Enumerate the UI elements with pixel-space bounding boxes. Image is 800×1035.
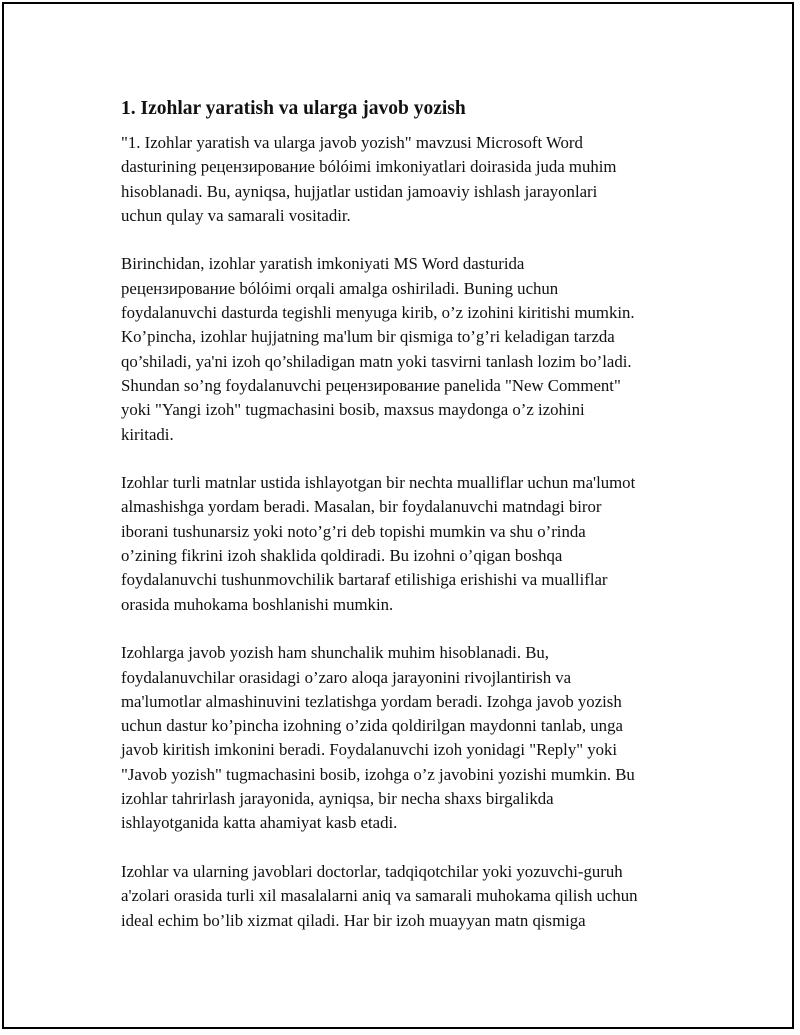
paragraph-line: javob kiritish imkonini beradi. Foydalanuvchi izoh yonidagi "Reply" yoki bbox=[121, 740, 618, 760]
page-frame bbox=[2, 2, 794, 1029]
paragraph-line: Ko’pincha, izohlar hujjatning ma'lum bir qismiga to’g’ri keladigan tarzda bbox=[121, 327, 615, 347]
document-body bbox=[121, 96, 701, 957]
paragraph-line: "1. Izohlar yaratish va ularga javob yozish" mavzusi Microsoft Word bbox=[121, 133, 583, 152]
paragraph-line: Birinchidan, izohlar yaratish imkoniyati MS Word dasturida bbox=[121, 254, 525, 274]
paragraph-line: dasturining рецензирование bólóimi imkoniyatlari doirasida juda muhim bbox=[121, 157, 617, 177]
paragraph-line: "Javob yozish" tugmachasini bosib, izohga o’z javobini yozishi mumkin. Bu bbox=[121, 764, 635, 784]
paragraph bbox=[121, 641, 701, 835]
paragraph-line: uchun dastur ko’pincha izohning o’zida qoldirilgan maydonni tanlab, unga bbox=[121, 716, 623, 736]
paragraph bbox=[121, 860, 701, 933]
paragraph-line: Izohlarga javob yozish ham shunchalik muhim hisoblanadi. Bu, bbox=[121, 643, 550, 663]
paragraph-line: Shundan so’ng foydalanuvchi рецензирование panelida "New Comment" bbox=[121, 375, 621, 395]
paragraph-line: a'zolari orasida turli xil masalalarni aniq va samarali muhokama qilish uchun bbox=[121, 886, 638, 906]
paragraph bbox=[121, 252, 701, 446]
paragraph-line: o’zining fikrini izoh shaklida qoldiradi. Bu izohni o’qigan boshqa bbox=[121, 546, 563, 566]
paragraph-line: Izohlar va ularning javoblari doctorlar, tadqiqotchilar yoki yozuvchi-guruh bbox=[121, 861, 623, 881]
paragraph-line: iborani tushunarsiz yoki noto’g’ri deb topishi mumkin va shu o’rinda bbox=[121, 521, 586, 541]
paragraph-line: Izohlar turli matnlar ustida ishlayotgan bir nechta mualliflar uchun ma'lumot bbox=[121, 473, 636, 493]
paragraph-line: рецензирование bólóimi orqali amalga oshiriladi. Buning uchun bbox=[121, 278, 559, 298]
paragraph-line: ma'lumotlar almashinuvini tezlatishga yordam beradi. Izohga javob yozish bbox=[121, 691, 622, 711]
paragraph bbox=[121, 471, 701, 617]
paragraph-line: orasida muhokama boshlanishi mumkin. bbox=[121, 594, 394, 614]
paragraph bbox=[121, 131, 701, 228]
paragraph-line: yoki "Yangi izoh" tugmachasini bosib, maxsus maydonga o’z izohini bbox=[121, 400, 585, 420]
section-heading: 1. Izohlar yaratish va ularga javob yozish bbox=[121, 98, 466, 119]
paragraph-line: foydalanuvchilar orasidagi o’zaro aloqa jarayonini rivojlantirish va bbox=[121, 667, 572, 687]
paragraph-line: uchun qulay va samarali vositadir. bbox=[121, 205, 351, 225]
paragraph-line: foydalanuvchi tushunmovchilik bartaraf etilishiga erishishi va mualliflar bbox=[121, 570, 608, 590]
paragraph-line: ideal echim bo’lib xizmat qiladi. Har bir izoh muayyan matn qismiga bbox=[121, 910, 586, 930]
paragraph-line: foydalanuvchi dasturda tegishli menyuga kirib, o’z izohini kiritishi mumkin. bbox=[121, 303, 635, 323]
paragraph-list bbox=[121, 131, 701, 933]
paragraph-line: qo’shiladi, ya'ni izoh qo’shiladigan matn yoki tasvirni tanlash lozim bo’ladi. bbox=[121, 351, 632, 371]
paragraph-line: almashishga yordam beradi. Masalan, bir foydalanuvchi matndagi biror bbox=[121, 497, 602, 517]
paragraph-line: izohlar tahrirlash jarayonida, ayniqsa, bir necha shaxs birgalikda bbox=[121, 789, 554, 809]
paragraph-line: ishlayotganida katta ahamiyat kasb etadi. bbox=[121, 813, 398, 833]
paragraph-line: hisoblanadi. Bu, ayniqsa, hujjatlar ustidan jamoaviy ishlash jarayonlari bbox=[121, 181, 598, 201]
paragraph-line: kiritadi. bbox=[121, 424, 174, 444]
